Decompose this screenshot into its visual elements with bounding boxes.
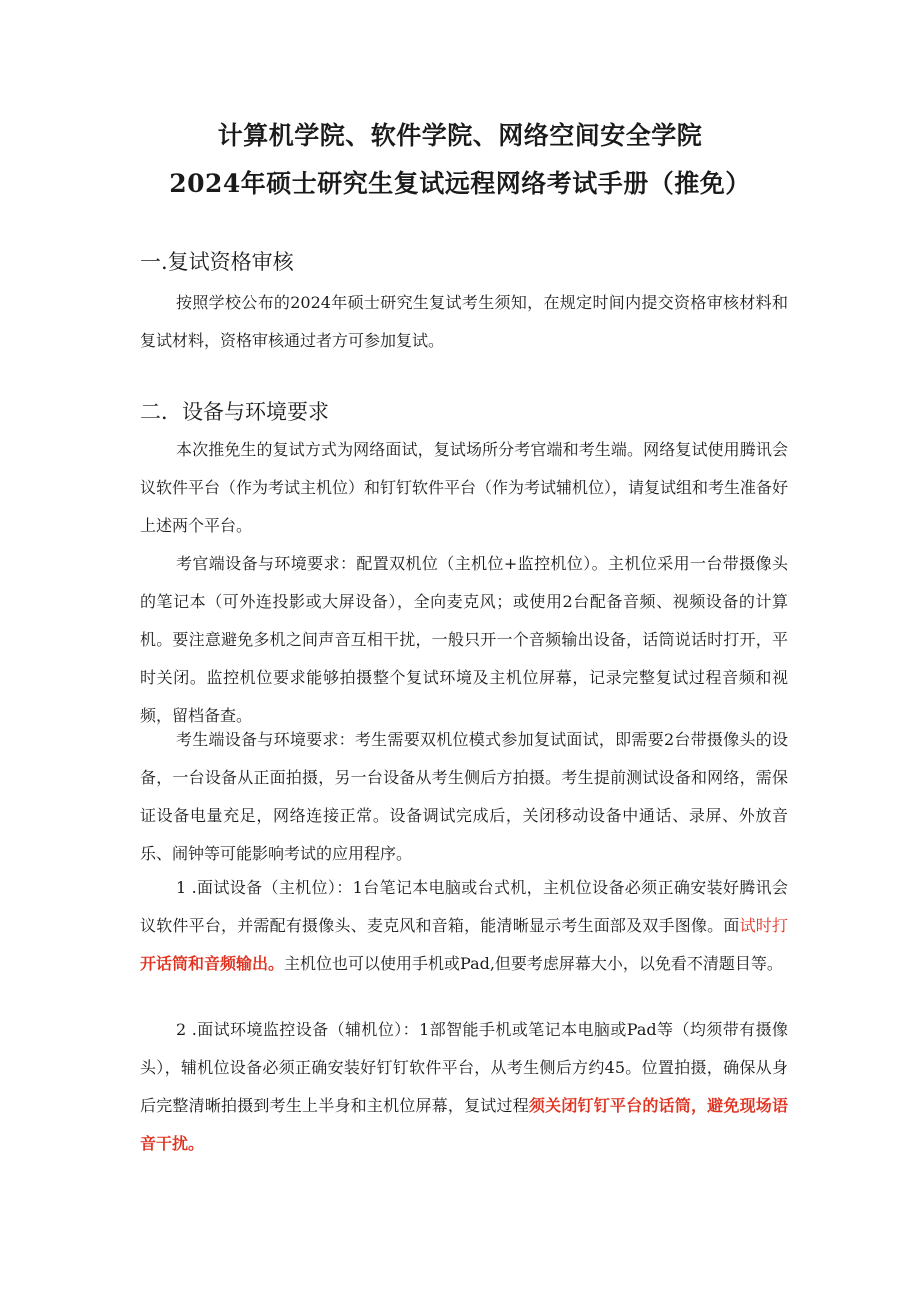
examiner-requirements-paragraph: 考官端设备与环境要求：配置双机位（主机位+监控机位）。主机位采用一台带摄像头的笔记本（可外连投影或大屏设备），全向麦克风；或使用2台配备音频、视频设备的计算机。要注意避免多机之间声音互相干扰，一般只开一个音频输出设备，话筒说话时打开，平时关闭。监控机位要求能够拍摄整个复试环境及主机位屏幕，记录完整复试过程音频和视频，留档备查。 bbox=[140, 554, 788, 725]
item1-highlight-red-bold: 开话筒和音频输出。 bbox=[140, 954, 285, 973]
section2-intro-paragraph: 本次推免生的复试方式为网络面试，复试场所分考官端和考生端。网络复试使用腾讯会议软件平台（作为考试主机位）和钉钉软件平台（作为考试辅机位），请复试组和考生准备好上述两个平台。 bbox=[140, 440, 789, 535]
section1-paragraph: 按照学校公布的2024年硕士研究生复试考生须知，在规定时间内提交资格审核材料和复试材料，资格审核通过者方可参加复试。 bbox=[140, 293, 788, 350]
document-title-line1: 计算机学院、软件学院、网络空间安全学院 bbox=[217, 121, 703, 150]
section1-heading: 一.复试资格审核 bbox=[140, 250, 294, 274]
item2-highlight-red-bold: 须关闭钉钉平台的话筒，避免现场语音干扰。 bbox=[140, 1096, 788, 1153]
item1-text-a: 1 .面试设备（主机位）：1台笔记本电脑或台式机，主机位设备必须正确安装好腾讯会议软件平台，并需配有摄像头、麦克风和音箱，能清晰显示考生面部及双手图像。面 bbox=[140, 878, 788, 935]
section2-heading: 二．设备与环境要求 bbox=[140, 400, 329, 424]
candidate-requirements-paragraph: 考生端设备与环境要求：考生需要双机位模式参加复试面试，即需要2台带摄像头的设备，一台设备从正面拍摄，另一台设备从考生侧后方拍摄。考生提前测试设备和网络，需保证设备电量充足，网络连接正常。设备调试完成后，关闭移动设备中通话、录屏、外放音乐、闹钟等可能影响考试的应用程序。 bbox=[140, 730, 788, 863]
document-title-line2: 2024年硕士研究生复试远程网络考试手册（推免） bbox=[169, 169, 751, 198]
item1-text-b: 主机位也可以使用手机或Pad,但要考虑屏幕大小，以免看不清题目等。 bbox=[284, 954, 783, 973]
item1-main-device-paragraph bbox=[140, 869, 788, 983]
item2-monitor-device-paragraph bbox=[140, 1011, 788, 1163]
item2-text-a: 2 .面试环境监控设备（辅机位）：1部智能手机或笔记本电脑或Pad等（均须带有摄像头），辅机位设备必须正确安装好钉钉软件平台，从考生侧后方约45。位置拍摄，确保从身后完整清晰拍摄到考生上半身和主机位屏幕，复试过程 bbox=[140, 1020, 788, 1115]
item1-highlight-red: 试时打 bbox=[739, 916, 788, 935]
